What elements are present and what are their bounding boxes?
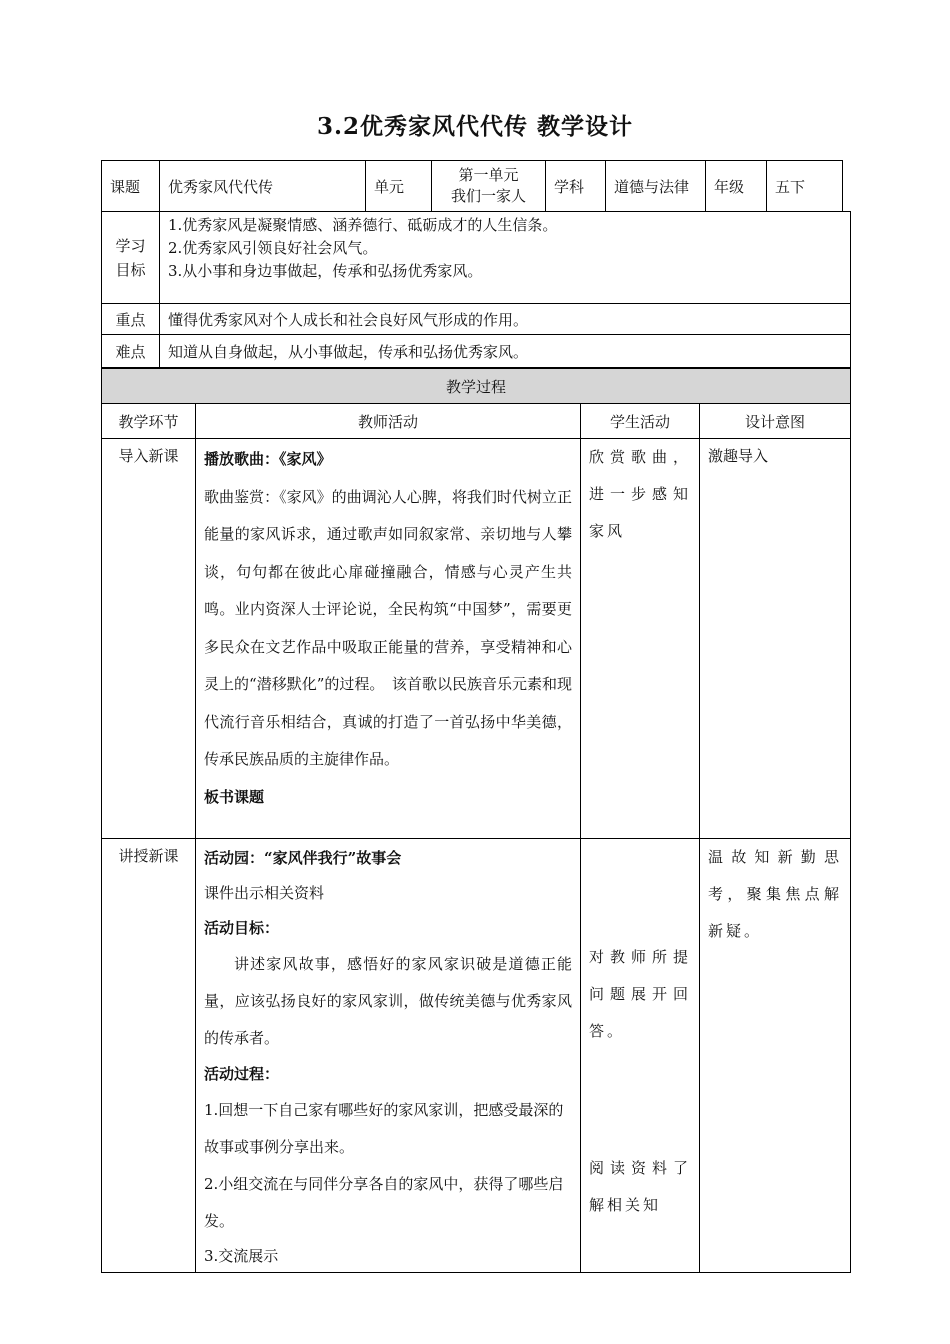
student-activity-new-lesson <box>581 839 700 1273</box>
intro-closing: 板书课题 <box>204 787 265 806</box>
teacher-activity-intro <box>196 439 581 839</box>
unit-label: 单元 <box>366 161 432 212</box>
goal-item: 3.从小事和身边事做起，传承和弘扬优秀家风。 <box>168 262 483 280</box>
student-reading: 阅读资料了解相关知 <box>589 1159 691 1214</box>
page-title: 3.2优秀家风代代传 教学设计 <box>316 113 634 140</box>
step-2: 2.小组交流在与同伴分享各自的家风中，获得了哪些启发。 <box>204 1175 564 1230</box>
teacher-activity-new-lesson <box>196 839 581 1273</box>
intent-new-lesson: 温故知新勤思考，聚集焦点解新疑。 <box>700 839 851 1273</box>
intro-heading: 播放歌曲：《家风》 <box>204 450 332 468</box>
step-1: 1.回想一下自己家有哪些好的家风家训，把感受最深的故事或事例分享出来。 <box>204 1101 564 1156</box>
goals-label-line-2: 目标 <box>115 260 146 279</box>
header-student: 学生活动 <box>581 404 700 439</box>
lesson-line-1: 课件出示相关资料 <box>204 884 325 902</box>
process-table <box>101 368 851 1273</box>
process-section-title: 教学过程 <box>102 369 851 404</box>
unit-line-1: 第一单元 <box>458 166 519 184</box>
unit-value <box>432 161 546 212</box>
goals-label <box>102 212 160 304</box>
process-heading: 活动过程： <box>204 1065 280 1083</box>
key-point-text: 懂得优秀家风对个人成长和社会良好风气形成的作用。 <box>160 304 851 335</box>
topic-label: 课题 <box>102 161 160 212</box>
goal-text: 讲述家风故事，感悟好的家风家识破是道德正能量，应该弘扬良好的家风家训，做传统美德与优秀家风的传承者。 <box>204 955 572 1047</box>
header-teacher: 教师活动 <box>196 404 581 439</box>
grade-value: 五下 <box>767 161 843 212</box>
step-3: 3.交流展示 <box>204 1247 279 1265</box>
stage-new-lesson: 讲授新课 <box>102 839 196 1273</box>
key-point-label: 重点 <box>102 304 160 335</box>
student-answer: 对教师所提问题展开回答。 <box>589 948 691 1040</box>
grade-label: 年级 <box>706 161 767 212</box>
goals-table <box>101 211 851 368</box>
goal-heading: 活动目标： <box>204 919 280 937</box>
difficulty-text: 知道从自身做起，从小事做起，传承和弘扬优秀家风。 <box>160 335 851 368</box>
subject-value: 道德与法律 <box>606 161 706 212</box>
goals-list <box>160 212 851 304</box>
header-intent: 设计意图 <box>700 404 851 439</box>
student-activity-intro: 欣赏歌曲，进一步感知家风 <box>581 439 700 839</box>
header-stage: 教学环节 <box>102 404 196 439</box>
intent-intro: 激趣导入 <box>700 439 851 839</box>
stage-intro: 导入新课 <box>102 439 196 839</box>
lesson-heading: 活动园：“家风伴我行”故事会 <box>204 849 402 867</box>
goals-label-line-1: 学习 <box>115 236 146 255</box>
subject-label: 学科 <box>546 161 606 212</box>
topic-value: 优秀家风代代传 <box>160 161 366 212</box>
course-info-table <box>101 160 843 212</box>
goal-item: 1.优秀家风是凝聚情感、涵养德行、砥砺成才的人生信条。 <box>168 216 558 234</box>
goal-item: 2.优秀家风引领良好社会风气。 <box>168 239 378 257</box>
unit-line-2: 我们一家人 <box>450 187 526 205</box>
intro-body: 歌曲鉴赏：《家风》的曲调沁人心脾，将我们时代树立正能量的家风诉求，通过歌声如同叙家常、亲切地与人攀谈，句句都在彼此心扉碰撞融合，情感与心灵产生共鸣。业内资深人士评论说，全民构筑“中国梦”，需要更多民众在文艺作品中吸取正能量的营养，享受精神和心灵上的“潜移默化”的过程。 该首歌以民族音乐元素和现代流行音乐相结合，真诚的打造了一首弘扬中华美德，传承民族品质的主旋律作品。 <box>204 487 572 768</box>
difficulty-label: 难点 <box>102 335 160 368</box>
